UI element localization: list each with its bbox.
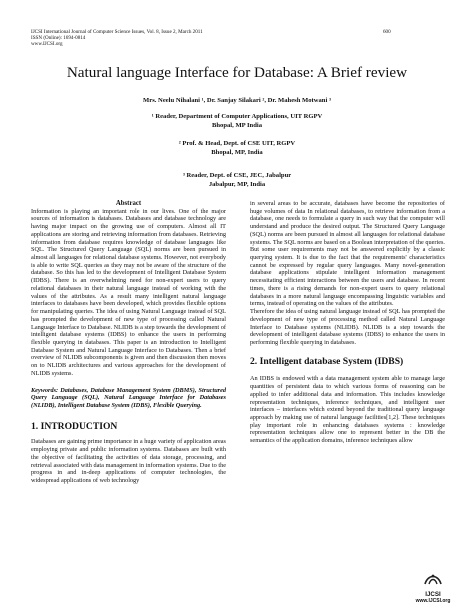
affiliation-1-line-2: Bhopal, MP India: [211, 122, 263, 129]
logo-name: IJCSI: [425, 591, 441, 598]
ijcsi-logo: [410, 572, 456, 604]
right-para-1: in several areas to be accurate, databases have become the repositories of huge volumes of data In relational databases, to retrieve information from a database, one needs to formulate a query in such way that the computer will understand and produce the desired output. The Structured Query Language (SQL) norms are been pursued in almost all languages for relational database systems. The SQL norms are based on a Boolean interpretation of the queries. But some user requirements may not be answered explicitly by a classic querying system. It is due to the fact that the requirements' characteristics cannot be expressed by regular query languages. Many novel-generation database applications stipulate intelligent information management necessitating efficient interactions between the users and database. In recent times, there is a rising demands for non-expert users to query relational databases in a more natural language encompassing linguistic variables and terms, instead of operating on the values of the attributes.: [250, 200, 445, 308]
affiliation-2-line-1: ² Prof. & Head, Dept. of CSE UIT, RGPV: [178, 140, 296, 147]
affiliation-3-line-1: ³ Reader, Dept. of CSE, JEC, Jabalpur: [182, 172, 292, 179]
abstract-heading: Abstract: [115, 200, 142, 207]
affiliation-1-line-1: ¹ Reader, Department of Computer Applications, UIT RGPV: [151, 113, 323, 120]
section-1-text: Databases are gaining prime importance in a huge variety of application areas employing private and public information systems. Databases are built with the objective of facilitating the activities of data storage, processing, and retrieval associated with data management in information systems. Due to the progress in and in-deep applications of computer technologies, the widespread applications of web technology: [31, 438, 226, 484]
journal-name: IJCSI International Journal of Computer Science Issues, Vol. 8, Issue 2, March 2011: [31, 29, 203, 35]
right-column: [250, 200, 445, 445]
issn: ISSN (Online): 1694-0814: [31, 35, 86, 42]
affiliation-2-line-2: Bhopal, MP, India: [211, 149, 263, 156]
abstract-text: Information is playing an important role in our lives. One of the major sources of information is databases. Databases and database technology are having major impact on the growing use of computers. Almost all IT applications are storing and retrieving information from databases. Retrieving information from database requires knowledge of database languages like SQL. The Structured Query Language (SQL) norms are been pursued in almost all languages for relational database systems. However, not everybody is able to write SQL queries as they may not be aware of the structure of the database. So this has led to the development of Intelligent Database System (IDBS). There is an overwhelming need for non-expert users to query relational databases in their natural language instead of working with the values of the attributes. As a result many intelligent natural language interfaces to databases have been developed, which provides flexible options for manipulating queries. The idea of using Natural Language instead of SQL has prompted the development of new type of processing called Natural Language Interface to Database. NLIDB is a step towards the development of intelligent database systems (IDBS) to enhance the users in performing flexible querying in databases. This paper is an introduction to Intelligent Database System and Natural Language Interface to Databases. Then a brief overview of NLIDB subcomponents is given and then discussion then moves on to NLIDB architectures and various approaches for the development of NLIDB systems.: [31, 207, 226, 377]
ijcsi-emblem-icon: [423, 572, 443, 586]
keywords: Keywords: Databases, Database Management System (DBMS), Structured Query Language (SQL), Natural Language Interface for Databases (NLIDB), Intelligent Database System (IDBS), Flexible Querying.: [31, 386, 226, 409]
section-1-heading: 1. INTRODUCTION: [31, 420, 118, 432]
paper-title: Natural language Interface for Database: A Brief review: [66, 64, 408, 81]
affiliation-3-line-2: Jabalpur, MP, India: [208, 181, 266, 188]
author-names: Mrs. Neelu Nihalani ¹, Dr. Sanjay Silakari ², Dr. Mahesh Motwani ³: [143, 97, 331, 104]
journal-header: [31, 29, 203, 48]
right-para-2: Therefore the idea of using natural language instead of SQL has prompted the development of new type of processing method called Natural Language Interface to Database systems (NLIDB). NLIDB is a step towards the development of intelligent database systems (IDBS) to enhance the users in performing flexible querying in databases.: [250, 308, 445, 346]
page-number: 600: [383, 29, 391, 35]
right-para-3: An IDBS is endowed with a data management system able to manage large quantities of persistent data to which various forms of reasoning can be applied to infer additional data and information. This includes knowledge representation techniques, inference techniques, and intelligent user interfaces – interfaces which extend beyond the traditional query language approach by making use of natural language facilities[1,2]. These techniques play important role in enhancing databases systems : knowledge representation techniques allow one to represent better in the DB the semantics of the application domains, inference techniques allow: [250, 375, 445, 445]
section-2-heading: 2. Intelligent database System (IDBS): [250, 355, 404, 367]
logo-url: www.IJCSI.org: [415, 598, 451, 604]
left-column: [31, 200, 226, 485]
journal-site: www.IJCSI.org: [31, 41, 63, 48]
